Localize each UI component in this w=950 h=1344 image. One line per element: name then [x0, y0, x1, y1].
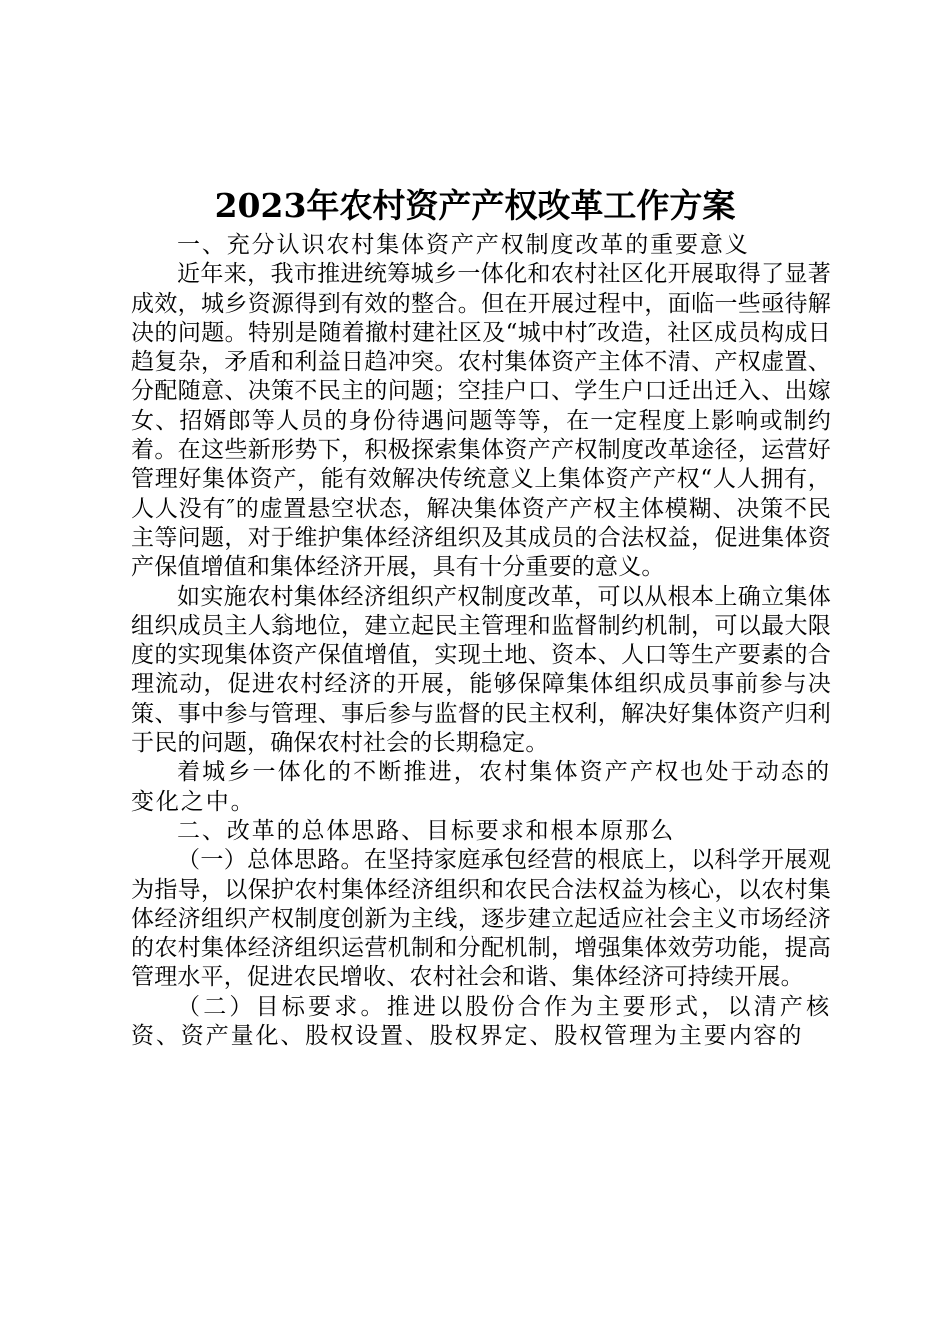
paragraph-objectives: （二）目标要求。推进以股份合作为主要形式，以清产核资、资产量化、股权设置、股权界定、股权管理为主要内容的 [131, 993, 831, 1050]
document-body [131, 231, 831, 1051]
paragraph-background: 近年来，我市推进统筹城乡一体化和农村社区化开展取得了显著成效，城乡资源得到有效的整合。但在开展过程中，面临一些亟待解决的问题。特别是随着撤村建社区及“城中村″改造，社区成员构成日趋复杂，矛盾和利益日趋冲突。农村集体资产主体不清、产权虚置、分配随意、决策不民主的问题；空挂户口、学生户口迁出迁入、出嫁女、招婿郎等人员的身份待遇问题等等，在一定程度上影响或制约着。在这些新形势下，积极探索集体资产产权制度改革途径，运营好管理好集体资产，能有效解决传统意义上集体资产产权“人人拥有，人人没有″的虚置悬空状态，解决集体资产产权主体模糊、决策不民主等问题，对于维护集体经济组织及其成员的合法权益，促进集体资产保值增值和集体经济开展，具有十分重要的意义。 [131, 261, 831, 581]
section-heading-1: 一、充分认识农村集体资产产权制度改革的重要意义 [177, 232, 750, 258]
section-heading-2: 二、改革的总体思路、目标要求和根本原那么 [177, 817, 675, 844]
paragraph-significance: 如实施农村集体经济组织产权制度改革，可以从根本上确立集体组织成员主人翁地位，建立起民主管理和监督制约机制，可以最大限度的实现集体资产保值增值，实现土地、资本、人口等生产要素的合理流动，促进农村经济的开展，能够保障集体组织成员事前参与决策、事中参与管理、事后参与监督的民主权利，解决好集体资产归利于民的问题，确保农村社会的长期稳定。 [131, 583, 831, 757]
document-title: 2023年农村资产产权改革工作方案 [214, 186, 736, 225]
paragraph-overall-approach: （一）总体思路。在坚持家庭承包经营的根底上，以科学开展观为指导，以保护农村集体经济组织和农民合法权益为核心，以农村集体经济组织产权制度创新为主线，逐步建立起适应社会主义市场经济的农村集体经济组织运营机制和分配机制，增强集体效劳功能，提高管理水平，促进农民增收、农村社会和谐、集体经济可持续开展。 [131, 847, 831, 991]
paragraph-dynamic-change: 着城乡一体化的不断推进，农村集体资产产权也处于动态的变化之中。 [131, 759, 831, 815]
